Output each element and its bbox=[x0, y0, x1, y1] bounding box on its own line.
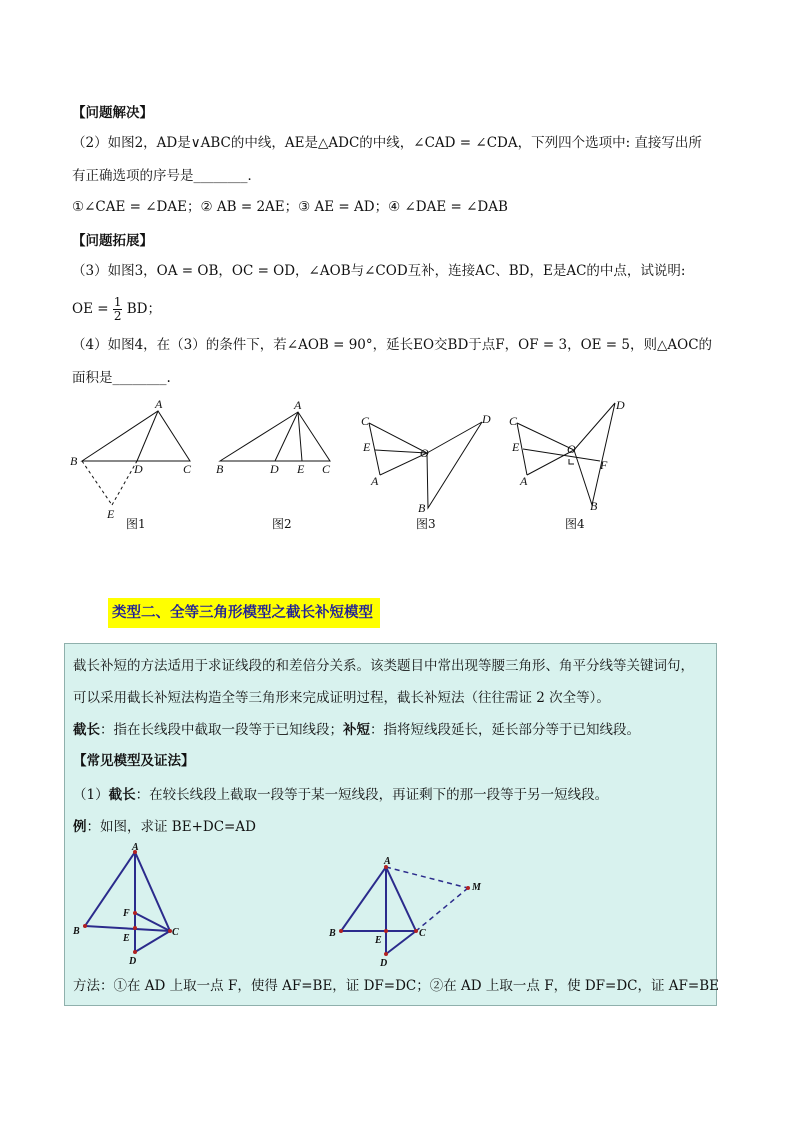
diagram-b-label-e: E bbox=[375, 935, 382, 946]
fig3-label-e: E bbox=[363, 440, 371, 454]
intro-line-2: 可以采用截长补短法构造全等三角形来完成证明过程，截长补短法（往往需证 2 次全等）。 bbox=[73, 690, 610, 706]
question-2-options: ①∠CAE = ∠DAE；② AB = 2AE；③ AE = AD；④ ∠DAE = ∠DAB bbox=[72, 199, 508, 215]
fig4-label-d: D bbox=[616, 398, 625, 412]
fig1-label-a: A bbox=[155, 397, 163, 411]
fraction-numerator: 1 bbox=[113, 295, 122, 309]
question-4-line-1: （4）如图4，在（3）的条件下，若∠AOB = 90°，延长EO交BD于点F，OF = 3，OE = 5，则△AOC的 bbox=[72, 337, 713, 353]
diagram-b-label-b: B bbox=[329, 928, 336, 939]
fig3-label-c: C bbox=[361, 414, 370, 428]
fig4-label-c: C bbox=[509, 414, 518, 428]
fig3-label-a: A bbox=[371, 474, 379, 488]
question-2-line-2: 有正确选项的序号是________． bbox=[72, 168, 261, 184]
question-4-line-2: 面积是________. bbox=[72, 370, 171, 386]
fig1-label-d: D bbox=[134, 462, 143, 476]
fig1-label-b: B bbox=[70, 454, 78, 468]
fig4-label-f: F bbox=[600, 458, 608, 472]
diagram-a-label-a: A bbox=[132, 842, 139, 853]
case-1-text: ：在较长线段上截取一段等于某一短线段，再证剩下的那一段等于另一短线段。 bbox=[135, 787, 609, 803]
example-diagrams bbox=[64, 840, 715, 970]
diagram-b-label-a: A bbox=[384, 856, 391, 867]
figures-row bbox=[0, 395, 794, 545]
method-line: 方法：①在 AD 上取一点 F，使得 AF=BE，证 DF=DC；②在 AD 上取一点 F，使 DF=DC，证 AF=BE bbox=[73, 978, 720, 994]
fig2-label-d: D bbox=[270, 462, 279, 476]
heading-problem-extension: 【问题拓展】 bbox=[72, 233, 153, 249]
figure-4-diagram bbox=[517, 403, 615, 505]
diagram-b-label-c: C bbox=[419, 928, 426, 939]
type-2-title: 类型二、全等三角形模型之截长补短模型 bbox=[108, 598, 380, 628]
fig3-label-d: D bbox=[482, 412, 491, 426]
intro-line-1: 截长补短的方法适用于求证线段的和差倍分关系。该类题目中常出现等腰三角形、角平分线等关键词句， bbox=[73, 658, 694, 674]
figure-1-diagram bbox=[82, 411, 190, 505]
fig2-label-c: C bbox=[322, 462, 331, 476]
fig4-label-a: A bbox=[520, 474, 528, 488]
fig3-label-o: O bbox=[420, 446, 429, 460]
diagram-b-label-m: M bbox=[472, 882, 481, 893]
fig4-label-b: B bbox=[590, 499, 598, 513]
fig1-label-c: C bbox=[183, 462, 192, 476]
definition-cut-long-text: ：指在长线段中截取一段等于已知线段； bbox=[100, 722, 343, 738]
case-1-line bbox=[73, 786, 608, 804]
example-line bbox=[73, 818, 256, 836]
question-2-line-1: （2）如图2，AD是∨ABC的中线，AE是△ADC的中线，∠CAD = ∠CDA，下列四个选项中: 直接写出所 bbox=[72, 135, 702, 151]
diagram-a-label-d: D bbox=[129, 956, 137, 967]
fig2-label-a: A bbox=[294, 398, 302, 412]
figure-2-diagram bbox=[220, 412, 330, 461]
caption-figure-3: 图3 bbox=[416, 517, 436, 531]
fig4-label-o: O bbox=[567, 442, 576, 456]
case-1-label: 截长 bbox=[108, 787, 136, 803]
case-1-prefix: （1） bbox=[73, 787, 109, 803]
example-label: 例 bbox=[73, 819, 87, 835]
diagram-a-label-e: E bbox=[123, 933, 130, 944]
formula-bd: BD； bbox=[126, 301, 162, 317]
fig1-label-e: E bbox=[107, 507, 115, 521]
definition-cut-long-label: 截长 bbox=[73, 722, 100, 738]
fig4-label-e: E bbox=[512, 440, 520, 454]
model-heading: 【常见模型及证法】 bbox=[73, 753, 195, 769]
caption-figure-4: 图4 bbox=[565, 517, 585, 531]
fig2-label-e: E bbox=[297, 462, 305, 476]
fraction-denominator: 2 bbox=[113, 309, 122, 323]
question-3-formula bbox=[72, 289, 161, 329]
diagram-a-label-b: B bbox=[73, 926, 80, 937]
definition-extend-short-text: ：指将短线段延长，延长部分等于已知线段。 bbox=[370, 722, 640, 738]
diagram-a-label-f: F bbox=[123, 908, 130, 919]
caption-figure-2: 图2 bbox=[272, 517, 292, 531]
definitions-line bbox=[73, 721, 640, 739]
fig2-label-b: B bbox=[216, 462, 224, 476]
example-text: ：如图，求证 BE+DC=AD bbox=[86, 819, 256, 835]
diagram-b-label-d: D bbox=[380, 958, 388, 969]
diagram-a-label-c: C bbox=[172, 927, 179, 938]
figure-3-diagram bbox=[369, 422, 482, 508]
fraction-half bbox=[113, 296, 123, 323]
formula-oe: OE = bbox=[72, 301, 109, 317]
definition-extend-short-label: 补短 bbox=[343, 722, 370, 738]
question-3-line-1: （3）如图3，OA = OB，OC = OD，∠AOB与∠COD互补，连接AC、BD，E是AC的中点，试说明: bbox=[72, 263, 686, 279]
caption-figure-1: 图1 bbox=[126, 517, 146, 531]
heading-problem-solving: 【问题解决】 bbox=[72, 105, 153, 121]
fig3-label-b: B bbox=[418, 501, 426, 515]
